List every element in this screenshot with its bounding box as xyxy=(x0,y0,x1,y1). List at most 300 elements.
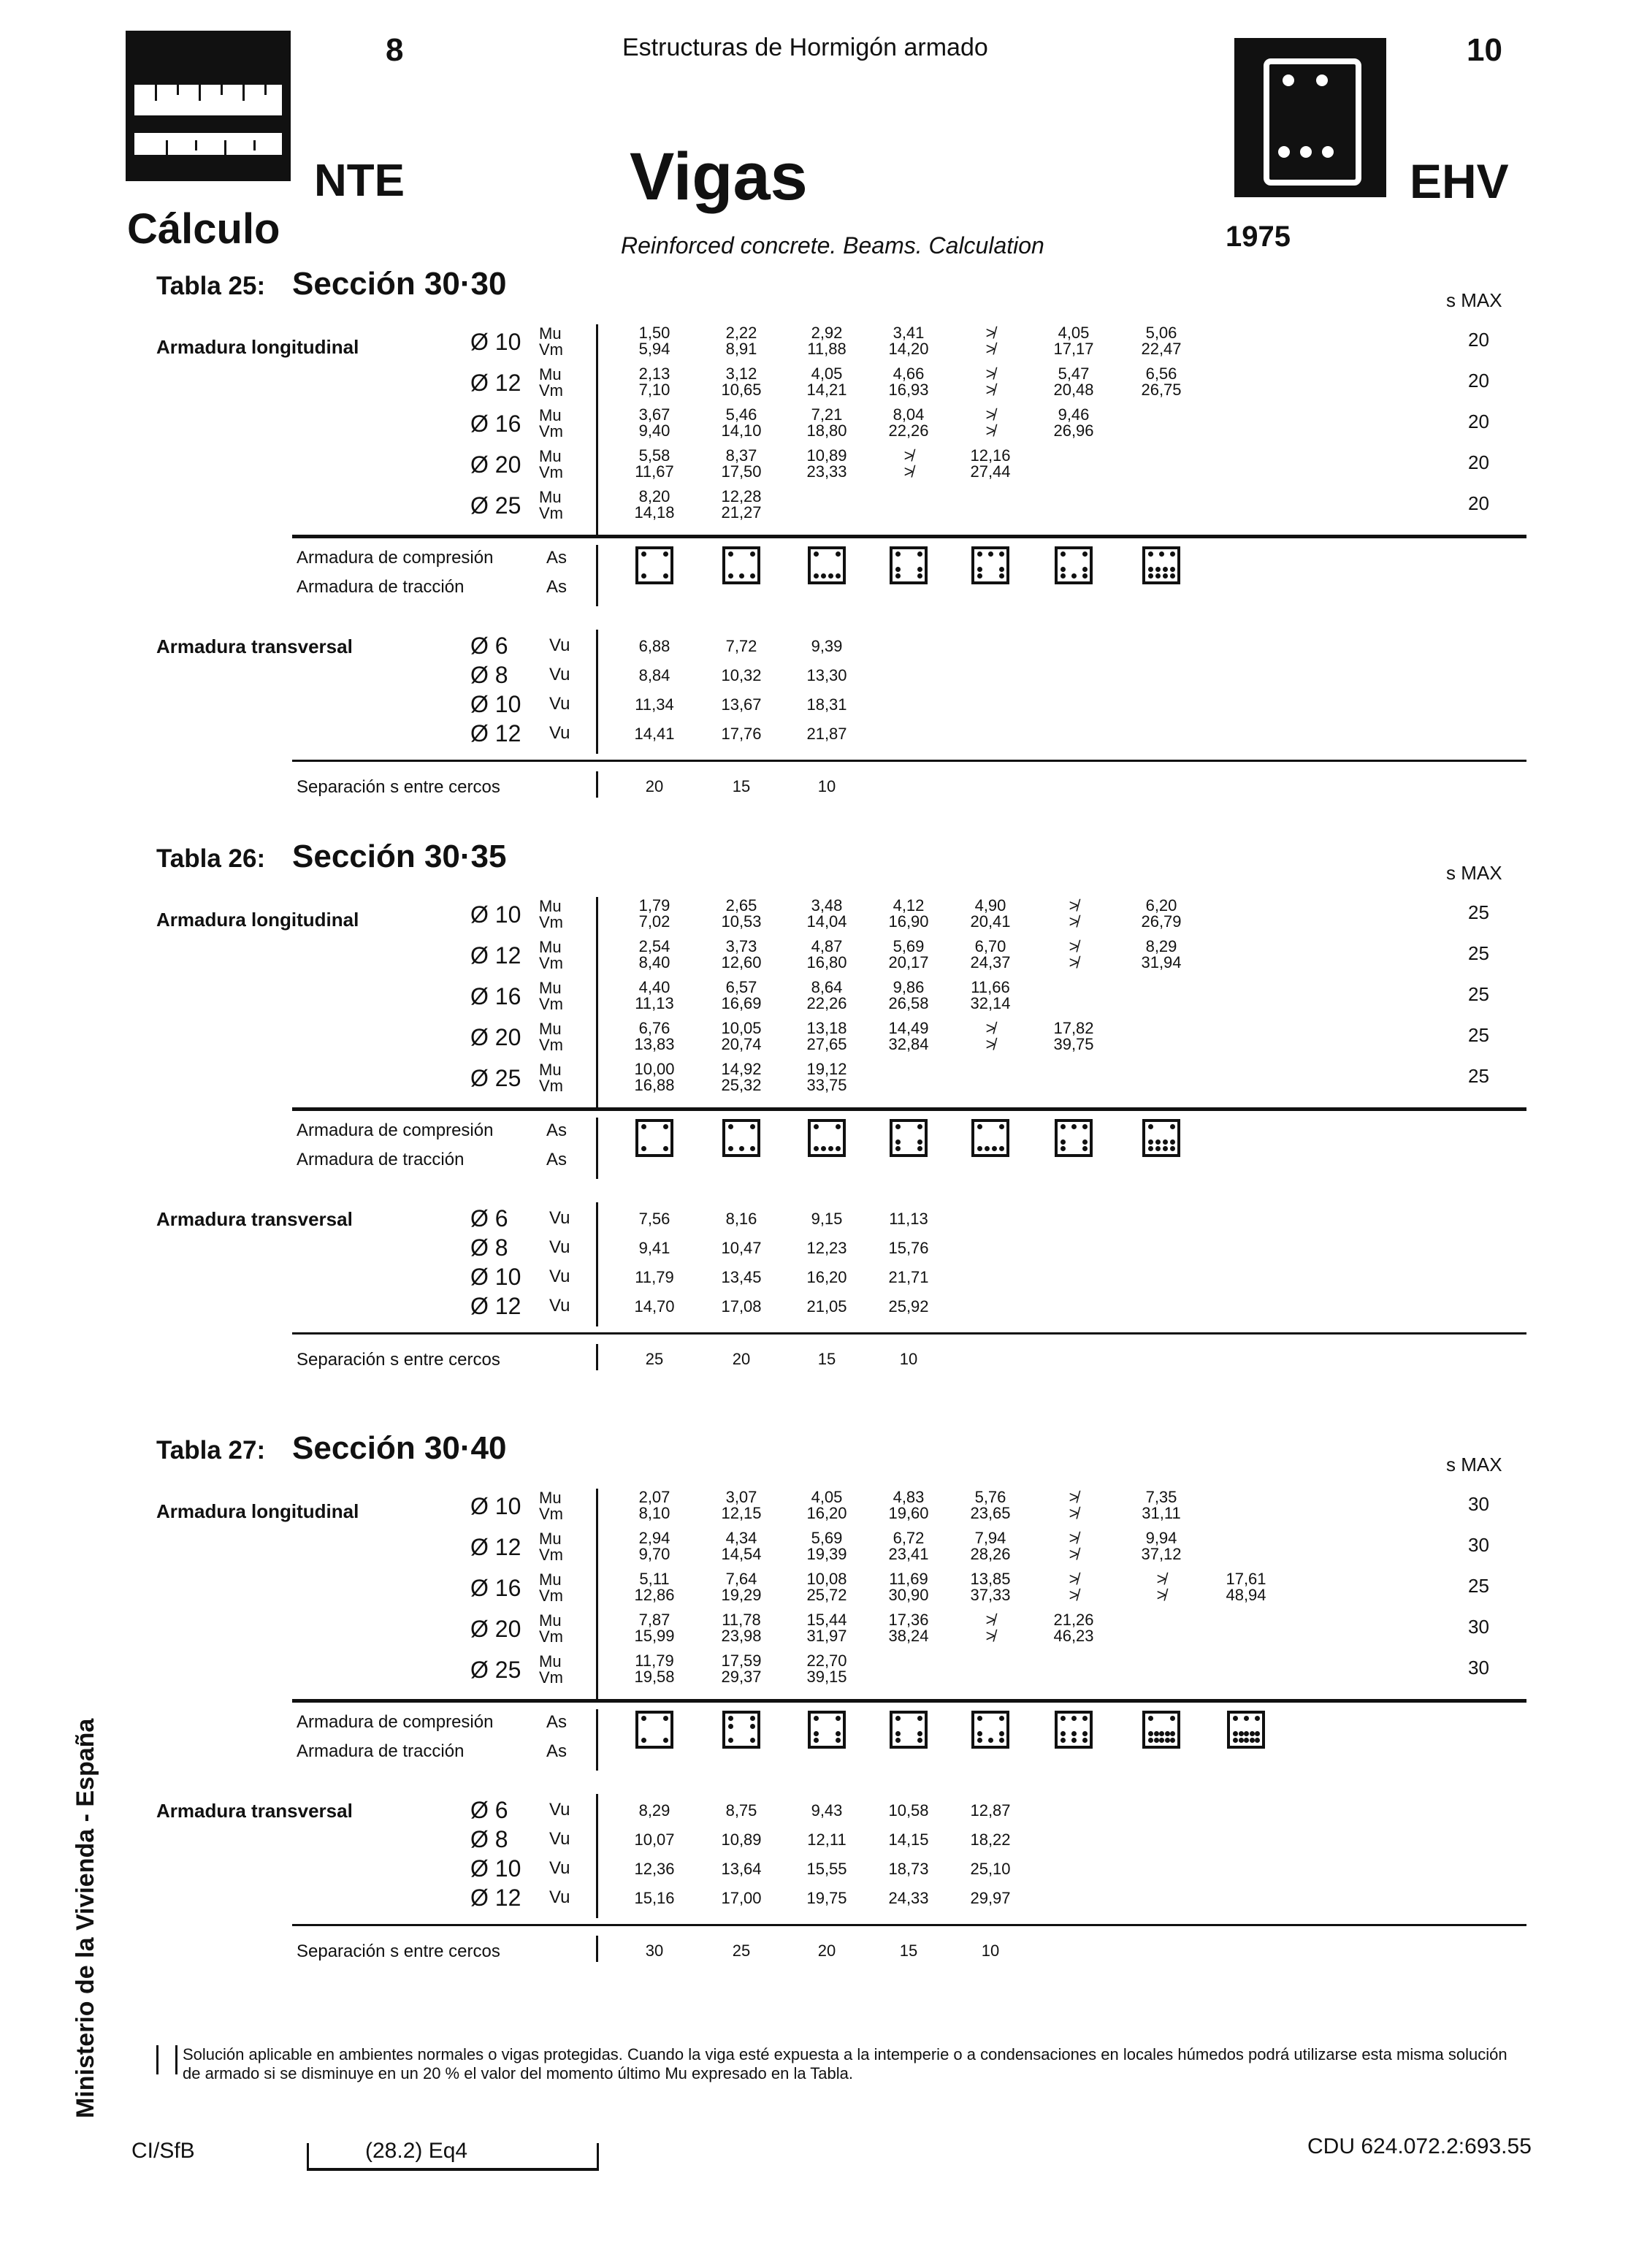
vu-value: 13,64 xyxy=(721,1860,762,1878)
rebar-dot xyxy=(1061,1738,1066,1743)
mu-value: 11,69 xyxy=(889,1570,928,1588)
section-diagram xyxy=(971,1119,1009,1157)
rebar-dot xyxy=(1163,1139,1168,1145)
rebar-dot xyxy=(836,1146,841,1151)
vm-value: 23,41 xyxy=(888,1545,929,1563)
table-section: Sección 30·30 xyxy=(292,266,507,302)
vm-value: 8,40 xyxy=(638,953,670,971)
vm-value: 17,50 xyxy=(721,462,762,481)
vu-value: 7,72 xyxy=(725,637,757,655)
phi-label: Ø 12 xyxy=(470,1885,521,1911)
mu-value: 4,05 xyxy=(1058,324,1090,342)
vm-value: 17,17 xyxy=(1053,340,1094,358)
rebar-dot xyxy=(663,551,668,557)
rebar-dot xyxy=(1061,1146,1066,1151)
mu-value: 21,26 xyxy=(1053,1611,1094,1629)
rebar-dot xyxy=(1082,567,1088,572)
mu-value: 3,41 xyxy=(893,324,925,342)
rebar-dot xyxy=(895,1738,901,1743)
rebar-dot xyxy=(1148,1139,1153,1145)
vm-value: 31,97 xyxy=(806,1627,847,1645)
vu-value: 25,10 xyxy=(970,1860,1011,1878)
vm-value: 33,75 xyxy=(806,1076,847,1094)
phi-label: Ø 12 xyxy=(470,1534,521,1560)
vu-value: 15,55 xyxy=(806,1860,847,1878)
long-label: Armadura longitudinal xyxy=(156,909,359,931)
vu-value: 18,73 xyxy=(888,1860,929,1878)
mu-value: 3,48 xyxy=(811,896,843,915)
vm-value: 20,17 xyxy=(888,953,929,971)
section-diagram xyxy=(635,1119,673,1157)
section-diagram xyxy=(1055,1119,1093,1157)
vu-value: 24,33 xyxy=(888,1889,929,1907)
vm-value: 14,10 xyxy=(721,421,762,440)
smax-header: s MAX xyxy=(1446,862,1502,884)
mu-value: 17,36 xyxy=(888,1611,929,1629)
nte-label: NTE xyxy=(314,156,405,206)
rebar-dot xyxy=(1082,1716,1088,1721)
mu-value: 6,76 xyxy=(638,1019,670,1037)
vm-label: Vm xyxy=(539,422,563,440)
vm-value: ≯ xyxy=(985,1035,995,1053)
section-diagram xyxy=(808,1119,846,1157)
mu-value: ≯ xyxy=(985,324,995,342)
vu-value: 17,08 xyxy=(721,1297,762,1316)
rebar-dot xyxy=(1255,1731,1260,1736)
smax-value: 30 xyxy=(1468,1534,1489,1556)
vu-value: 21,71 xyxy=(888,1268,929,1286)
mu-label: Mu xyxy=(539,1611,562,1630)
mu-value: ≯ xyxy=(1069,1529,1079,1547)
mu-value: 7,35 xyxy=(1145,1488,1177,1506)
vm-value: 16,69 xyxy=(721,994,762,1012)
vu-value: 11,79 xyxy=(635,1268,674,1286)
rebar-dot xyxy=(917,1716,922,1721)
mu-label: Mu xyxy=(539,324,562,343)
mu-value: 4,40 xyxy=(638,978,670,996)
rebar-dot xyxy=(1239,1731,1244,1736)
rebar-dot xyxy=(917,1146,922,1151)
separation-label: Separación s entre cercos xyxy=(297,777,500,797)
mu-value: 1,50 xyxy=(638,324,670,342)
vm-value: 16,80 xyxy=(806,953,847,971)
mu-value: ≯ xyxy=(985,1019,995,1037)
vm-value: 14,54 xyxy=(721,1545,762,1563)
tension-label: Armadura de tracción xyxy=(297,1150,465,1169)
rule xyxy=(292,1924,1526,1926)
rebar-dot xyxy=(750,1124,755,1129)
vu-value: 18,22 xyxy=(970,1830,1011,1849)
rebar-dot xyxy=(999,573,1004,579)
page-left-number: 8 xyxy=(386,32,404,68)
phi-label: Ø 10 xyxy=(470,901,521,928)
vu-value: 8,84 xyxy=(638,666,670,684)
smax-value: 30 xyxy=(1468,1616,1489,1638)
vm-label: Vm xyxy=(539,340,563,359)
as-label-1: As xyxy=(546,1120,567,1140)
vm-value: 16,20 xyxy=(806,1504,847,1522)
mu-value: 22,70 xyxy=(806,1652,847,1670)
vu-label: Vu xyxy=(549,694,570,714)
mu-value: ≯ xyxy=(985,405,995,424)
rebar-dot xyxy=(821,573,826,579)
phi-label: Ø 20 xyxy=(470,1616,521,1642)
mu-value: 7,94 xyxy=(974,1529,1006,1547)
vm-label: Vm xyxy=(539,1587,563,1605)
rebar-dot xyxy=(999,1124,1004,1129)
rebar-dot xyxy=(1071,1738,1077,1743)
rebar-dot xyxy=(728,1124,733,1129)
trans-divider xyxy=(596,1202,598,1326)
vm-value: 8,10 xyxy=(638,1504,670,1522)
vm-value: 26,58 xyxy=(888,994,929,1012)
mu-value: 12,16 xyxy=(970,446,1011,465)
vu-value: 10,89 xyxy=(721,1830,762,1849)
cisfb-box xyxy=(307,2139,599,2171)
vm-value: 10,53 xyxy=(721,912,762,931)
compression-label: Armadura de compresión xyxy=(297,548,494,568)
vm-value: 12,86 xyxy=(634,1586,675,1604)
rebar-dot xyxy=(1148,573,1153,579)
rebar-dot xyxy=(814,573,819,579)
rebar-dot xyxy=(1170,551,1175,557)
smax-value: 25 xyxy=(1468,1575,1489,1597)
phi-label: Ø 20 xyxy=(470,451,521,478)
section-diagram xyxy=(722,1711,760,1749)
rule xyxy=(292,1107,1526,1111)
vu-value: 21,87 xyxy=(806,725,847,743)
rebar-dot xyxy=(1165,1731,1170,1736)
vm-value: 23,98 xyxy=(721,1627,762,1645)
rebar-dot xyxy=(977,567,982,572)
mu-value: 9,86 xyxy=(893,978,925,996)
trans-label: Armadura transversal xyxy=(156,1800,353,1822)
rebar-dot xyxy=(750,551,755,557)
smax-header: s MAX xyxy=(1446,289,1502,311)
rebar-dot xyxy=(999,551,1004,557)
vu-value: 12,23 xyxy=(806,1239,847,1257)
rebar-dot xyxy=(836,551,841,557)
mu-label: Mu xyxy=(539,1570,562,1589)
smax-value: 20 xyxy=(1468,370,1489,392)
rule xyxy=(292,1699,1526,1703)
phi-label: Ø 25 xyxy=(470,1657,521,1683)
vu-label: Vu xyxy=(549,1829,570,1849)
ehv-code: EHV xyxy=(1410,154,1509,208)
rebar-dot xyxy=(663,1146,668,1151)
mu-value: 11,66 xyxy=(971,978,1010,996)
vm-value: 13,83 xyxy=(634,1035,675,1053)
section-diagram xyxy=(1055,1711,1093,1749)
phi-label: Ø 12 xyxy=(470,370,521,396)
rebar-dot xyxy=(750,1146,755,1151)
mu-value: 5,06 xyxy=(1145,324,1177,342)
rebar-dot xyxy=(836,1124,841,1129)
mu-value: 7,64 xyxy=(725,1570,757,1588)
mu-value: 9,46 xyxy=(1058,405,1090,424)
mu-value: 15,44 xyxy=(806,1611,847,1629)
rule xyxy=(292,535,1526,538)
rebar-dot xyxy=(1155,1146,1161,1151)
mu-value: ≯ xyxy=(985,1611,995,1629)
note-bar-1 xyxy=(156,2045,158,2074)
section-diagram xyxy=(808,1711,846,1749)
rebar-dot xyxy=(1170,567,1175,572)
section-diagram xyxy=(1142,1119,1180,1157)
vu-value: 17,00 xyxy=(721,1889,762,1907)
vm-value: 8,91 xyxy=(725,340,757,358)
phi-label: Ø 25 xyxy=(470,492,521,519)
long-divider xyxy=(596,324,598,536)
section-diagram xyxy=(890,546,928,584)
vm-value: 5,94 xyxy=(638,340,670,358)
mu-value: 4,05 xyxy=(811,1488,843,1506)
vm-label: Vm xyxy=(539,1077,563,1095)
rebar-dot xyxy=(663,1124,668,1129)
rebar-dot xyxy=(728,1738,733,1743)
mu-value: ≯ xyxy=(985,364,995,383)
rebar-dot xyxy=(999,567,1004,572)
vu-value: 17,76 xyxy=(721,725,762,743)
sep-value: 15 xyxy=(732,777,751,795)
mu-value: 1,79 xyxy=(638,896,670,915)
vm-value: ≯ xyxy=(1069,912,1079,931)
rebar-dot xyxy=(728,1724,733,1729)
trans-divider xyxy=(596,630,598,754)
sep-value: 30 xyxy=(645,1941,664,1960)
rebar-dot xyxy=(1170,1124,1175,1129)
vm-value: 31,94 xyxy=(1141,953,1182,971)
rebar-dot xyxy=(663,573,668,579)
vm-value: 22,47 xyxy=(1141,340,1182,358)
mu-value: ≯ xyxy=(1156,1570,1166,1588)
rebar-dot xyxy=(1165,1738,1170,1743)
vu-label: Vu xyxy=(549,1887,570,1907)
vm-value: ≯ xyxy=(985,340,995,358)
table-title: Tabla 26: xyxy=(156,844,266,873)
mu-value: 11,78 xyxy=(722,1611,761,1629)
rebar-dot xyxy=(1244,1738,1249,1743)
rebar-dot xyxy=(750,1738,755,1743)
vm-value: ≯ xyxy=(903,462,914,481)
vm-value: 16,90 xyxy=(888,912,929,931)
mu-value: ≯ xyxy=(1069,896,1079,915)
smax-value: 20 xyxy=(1468,492,1489,514)
mu-value: 7,21 xyxy=(811,405,843,424)
vm-value: ≯ xyxy=(1069,1586,1079,1604)
mu-value: 5,58 xyxy=(638,446,670,465)
vm-value: 25,72 xyxy=(806,1586,847,1604)
vm-value: 23,33 xyxy=(806,462,847,481)
mu-value: 8,29 xyxy=(1145,937,1177,955)
vm-value: 28,26 xyxy=(970,1545,1011,1563)
vm-value: 14,04 xyxy=(806,912,847,931)
vm-value: 9,70 xyxy=(638,1545,670,1563)
rebar-dot xyxy=(1071,1731,1077,1736)
vm-value: 27,65 xyxy=(806,1035,847,1053)
rebar-dot xyxy=(1155,573,1161,579)
phi-label: Ø 12 xyxy=(470,720,521,747)
vm-value: 19,58 xyxy=(634,1668,675,1686)
vm-label: Vm xyxy=(539,1036,563,1054)
tension-label: Armadura de tracción xyxy=(297,1741,465,1761)
mu-value: ≯ xyxy=(903,446,914,465)
vm-value: 26,96 xyxy=(1053,421,1094,440)
rebar-dot xyxy=(895,1139,901,1145)
as-label-2: As xyxy=(546,577,567,597)
vu-value: 13,67 xyxy=(721,695,762,714)
vm-value: 19,39 xyxy=(806,1545,847,1563)
section-diagram xyxy=(722,546,760,584)
mu-value: 5,69 xyxy=(893,937,925,955)
rebar-dot xyxy=(977,1124,982,1129)
table-section: Sección 30·35 xyxy=(292,839,507,874)
mu-value: ≯ xyxy=(1069,1488,1079,1506)
section-diagram xyxy=(635,1711,673,1749)
mu-value: 2,92 xyxy=(811,324,843,342)
vm-value: 20,74 xyxy=(721,1035,762,1053)
vu-value: 13,30 xyxy=(806,666,847,684)
vm-value: 21,27 xyxy=(721,503,762,522)
rebar-dot xyxy=(1170,1738,1175,1743)
mu-label: Mu xyxy=(539,938,562,956)
vu-label: Vu xyxy=(549,665,570,684)
vu-label: Vu xyxy=(549,723,570,743)
smax-value: 30 xyxy=(1468,1657,1489,1679)
vm-value: 19,29 xyxy=(721,1586,762,1604)
mu-value: 8,37 xyxy=(725,446,757,465)
vm-value: ≯ xyxy=(1156,1586,1166,1604)
vm-label: Vm xyxy=(539,381,563,400)
vu-label: Vu xyxy=(549,1237,570,1257)
vm-value: 38,24 xyxy=(888,1627,929,1645)
vu-label: Vu xyxy=(549,1267,570,1286)
vm-value: 16,93 xyxy=(888,381,929,399)
rebar-dot xyxy=(1163,573,1168,579)
vm-value: 39,75 xyxy=(1053,1035,1094,1053)
mu-value: ≯ xyxy=(1069,937,1079,955)
section-diagram xyxy=(971,1711,1009,1749)
rebar-dot xyxy=(977,1731,982,1736)
sep-value: 20 xyxy=(732,1350,751,1368)
rebar-dot xyxy=(1155,1139,1161,1145)
vm-value: 10,65 xyxy=(721,381,762,399)
rebar-dot xyxy=(836,1716,841,1721)
vm-value: 23,65 xyxy=(970,1504,1011,1522)
mu-value: 4,66 xyxy=(893,364,925,383)
vu-label: Vu xyxy=(549,1296,570,1316)
rebar-dot xyxy=(641,551,646,557)
vu-value: 8,16 xyxy=(725,1210,757,1228)
rebar-dot xyxy=(977,1146,982,1151)
vu-value: 8,75 xyxy=(725,1801,757,1820)
vu-value: 10,07 xyxy=(634,1830,675,1849)
vm-value: 11,88 xyxy=(807,340,847,358)
rule xyxy=(292,760,1526,762)
vm-value: ≯ xyxy=(985,381,995,399)
trans-label: Armadura transversal xyxy=(156,1208,353,1230)
vm-value: ≯ xyxy=(985,421,995,440)
vu-value: 14,70 xyxy=(634,1297,675,1316)
rebar-dot xyxy=(728,551,733,557)
sep-divider xyxy=(596,771,598,798)
phi-label: Ø 8 xyxy=(470,1234,508,1261)
rebar-dot xyxy=(1061,573,1066,579)
vu-value: 15,76 xyxy=(888,1239,929,1257)
phi-label: Ø 8 xyxy=(470,662,508,688)
table-title: Tabla 25: xyxy=(156,272,266,300)
rebar-dot xyxy=(977,1738,982,1743)
rebar-dot xyxy=(917,1139,922,1145)
rebar-dot xyxy=(828,1146,833,1151)
vm-value: ≯ xyxy=(985,1627,995,1645)
vm-value: 37,12 xyxy=(1141,1545,1182,1563)
vu-value: 16,20 xyxy=(806,1268,847,1286)
rebar-dot xyxy=(917,567,922,572)
vu-value: 14,15 xyxy=(888,1830,929,1849)
phi-label: Ø 12 xyxy=(470,1293,521,1319)
year: 1975 xyxy=(1226,221,1291,253)
vu-value: 6,88 xyxy=(638,637,670,655)
smax-value: 30 xyxy=(1468,1493,1489,1515)
mu-label: Mu xyxy=(539,406,562,424)
rebar-dot xyxy=(999,1716,1004,1721)
rebar-dot xyxy=(1082,573,1088,579)
vm-value: 39,15 xyxy=(806,1668,847,1686)
rebar-dot xyxy=(1255,1738,1260,1743)
mu-value: 5,76 xyxy=(974,1488,1006,1506)
rebar-dot xyxy=(1148,1738,1153,1743)
rebar-dot xyxy=(999,1738,1004,1743)
mu-label: Mu xyxy=(539,365,562,383)
rebar-dot xyxy=(1159,551,1164,557)
smax-value: 20 xyxy=(1468,411,1489,432)
vm-value: 7,10 xyxy=(638,381,670,399)
vm-value: 20,48 xyxy=(1053,381,1094,399)
rebar-dot xyxy=(895,567,901,572)
mu-value: 13,18 xyxy=(806,1019,847,1037)
mu-value: 3,07 xyxy=(725,1488,757,1506)
rebar-dot xyxy=(917,551,922,557)
vm-value: 11,67 xyxy=(635,462,674,481)
smax-value: 25 xyxy=(1468,983,1489,1005)
vm-value: ≯ xyxy=(1069,953,1079,971)
mu-value: 8,20 xyxy=(638,487,670,505)
phi-label: Ø 12 xyxy=(470,942,521,969)
rebar-dot xyxy=(1148,1124,1153,1129)
rebar-dot xyxy=(1071,1716,1077,1721)
rebar-dot xyxy=(1163,1146,1168,1151)
rebar-dot xyxy=(985,1146,990,1151)
tension-label: Armadura de tracción xyxy=(297,577,465,597)
phi-label: Ø 10 xyxy=(470,691,521,717)
phi-label: Ø 6 xyxy=(470,1797,508,1823)
rebar-dot xyxy=(895,551,901,557)
mu-value: 17,59 xyxy=(721,1652,762,1670)
phi-label: Ø 10 xyxy=(470,1493,521,1519)
side-ministry-label: Ministerio de la Vivienda - España xyxy=(72,1718,99,2118)
smax-value: 25 xyxy=(1468,942,1489,964)
mu-value: 9,94 xyxy=(1145,1529,1177,1547)
page-right-number: 10 xyxy=(1467,32,1502,68)
vm-label: Vm xyxy=(539,995,563,1013)
vm-value: 27,44 xyxy=(970,462,1011,481)
rebar-dot xyxy=(895,1124,901,1129)
mu-value: 17,82 xyxy=(1053,1019,1094,1037)
rebar-dot xyxy=(917,1738,922,1743)
sep-value: 15 xyxy=(899,1941,918,1960)
cisfb-box-left xyxy=(307,2143,309,2168)
